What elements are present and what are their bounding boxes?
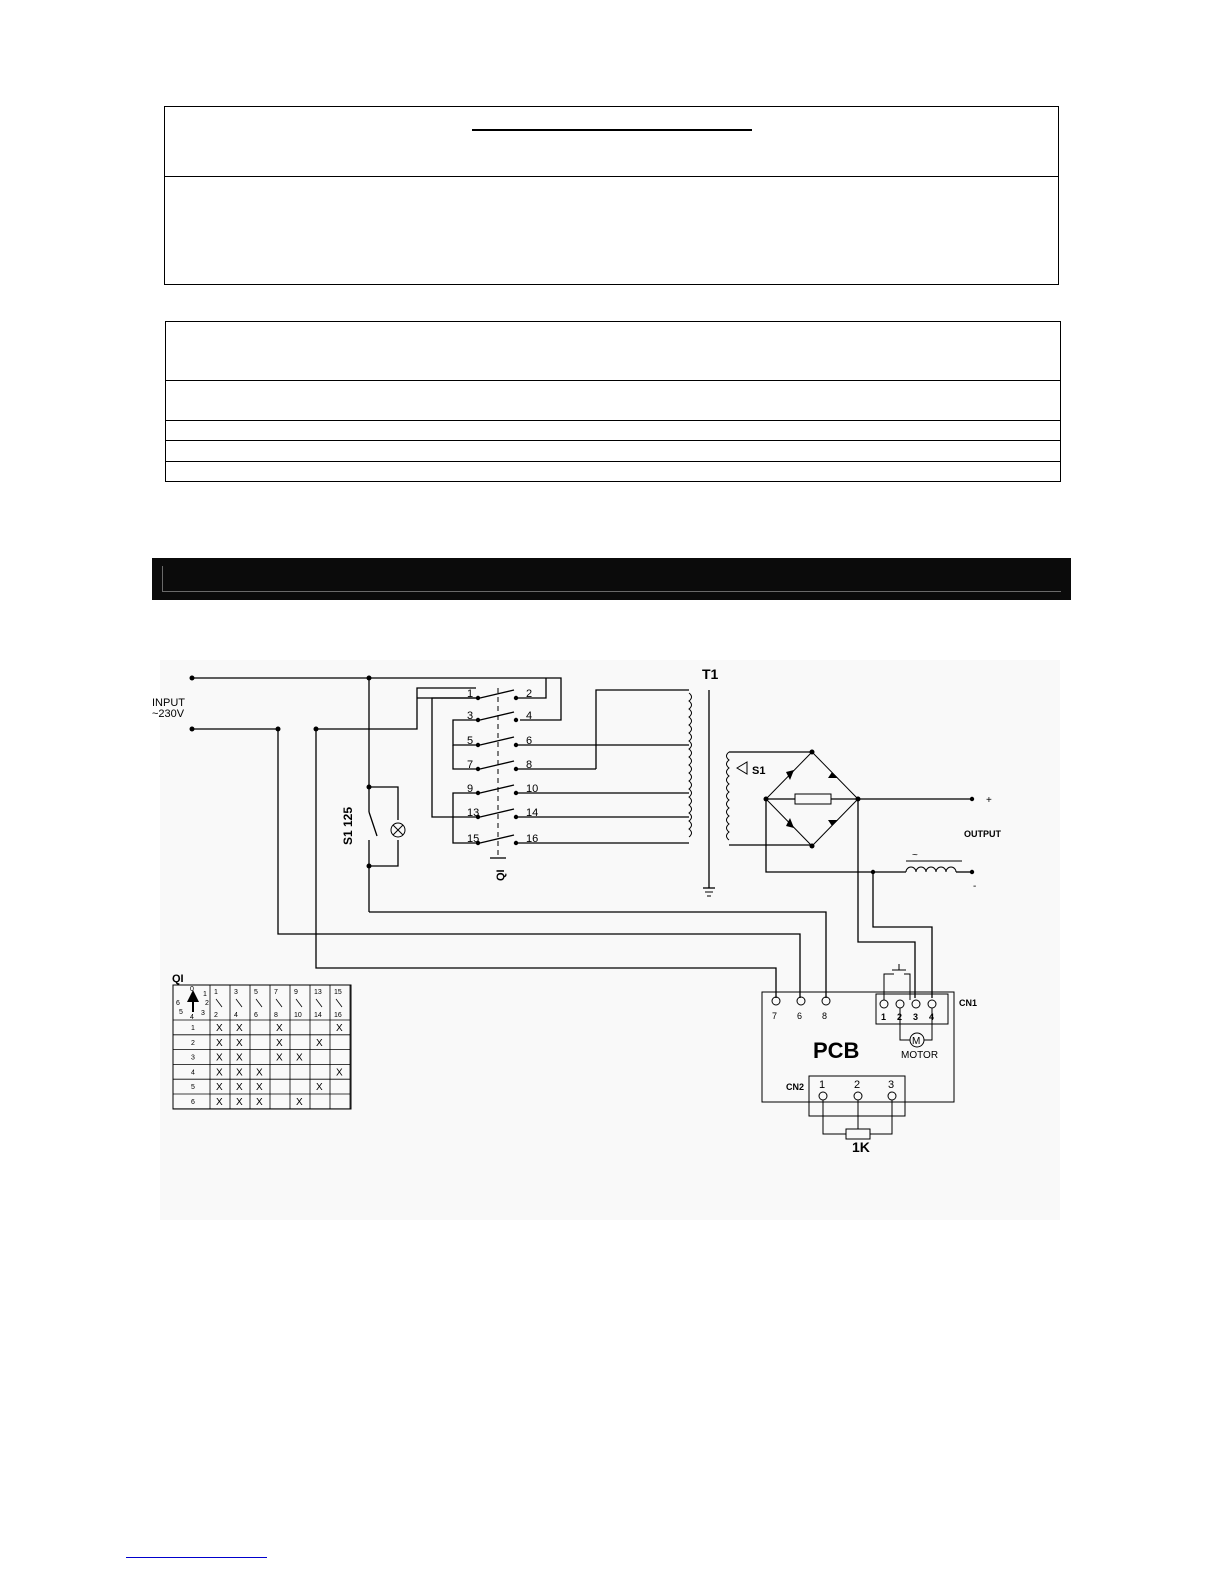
qi-header-top: 5 bbox=[254, 989, 258, 996]
qi-mark: X bbox=[236, 1082, 243, 1094]
qi-mark: X bbox=[256, 1067, 263, 1079]
qi-mark: X bbox=[216, 1023, 223, 1034]
qi-mark: X bbox=[216, 1067, 223, 1079]
qi-mark: X bbox=[316, 1082, 323, 1094]
qi-header-bottom: 4 bbox=[234, 1012, 238, 1019]
svg-text:1: 1 bbox=[819, 1079, 826, 1091]
qi-row-position: 5 bbox=[191, 1084, 195, 1092]
qi-mark: X bbox=[256, 1097, 263, 1108]
svg-text:1: 1 bbox=[881, 1012, 887, 1022]
svg-text:15: 15 bbox=[467, 833, 480, 845]
qi-row-position: 6 bbox=[191, 1099, 195, 1106]
schematic-background bbox=[160, 660, 1060, 1220]
qi-mark: X bbox=[236, 1097, 243, 1108]
output-label: OUTPUT bbox=[964, 829, 1001, 839]
svg-text:10: 10 bbox=[526, 783, 539, 795]
qi-mark: X bbox=[276, 1052, 283, 1064]
svg-text:8: 8 bbox=[822, 1011, 828, 1021]
svg-text:4: 4 bbox=[190, 1014, 194, 1021]
svg-text:1: 1 bbox=[467, 688, 474, 700]
qi-header-bottom: 2 bbox=[214, 1012, 218, 1019]
qi-mark: X bbox=[316, 1037, 323, 1049]
svg-text:14: 14 bbox=[526, 807, 539, 819]
svg-text:6: 6 bbox=[526, 735, 533, 747]
qi-header-bottom: 16 bbox=[334, 1012, 342, 1019]
output-plus-label: + bbox=[986, 795, 992, 806]
svg-text:2: 2 bbox=[526, 688, 533, 700]
input-voltage-label: ~230V bbox=[152, 708, 185, 720]
qi-mark: X bbox=[256, 1082, 263, 1094]
footer-link-underline[interactable] bbox=[126, 1557, 267, 1558]
svg-text:1: 1 bbox=[203, 991, 207, 998]
cn2-label: CN2 bbox=[786, 1082, 805, 1092]
svg-text:4: 4 bbox=[526, 710, 533, 722]
qi-mark: X bbox=[276, 1037, 283, 1049]
qi-mark: X bbox=[336, 1067, 343, 1079]
qi-mark: X bbox=[236, 1037, 243, 1049]
qi-row-position: 4 bbox=[191, 1069, 195, 1077]
svg-text:7: 7 bbox=[467, 759, 474, 771]
svg-text:3: 3 bbox=[913, 1012, 919, 1022]
s1-thermal-label: S1 bbox=[752, 765, 766, 777]
qi-header-top: 15 bbox=[334, 989, 342, 996]
svg-text:5: 5 bbox=[179, 1009, 183, 1016]
pcb-label: PCB bbox=[813, 1038, 860, 1063]
qi-header-bottom: 14 bbox=[314, 1012, 322, 1019]
qi-mark: X bbox=[336, 1023, 343, 1034]
svg-text:9: 9 bbox=[467, 783, 474, 795]
qi-mark: X bbox=[216, 1082, 223, 1094]
svg-text:16: 16 bbox=[526, 833, 539, 845]
svg-text:7: 7 bbox=[772, 1011, 778, 1021]
qi-row-position: 2 bbox=[191, 1039, 195, 1047]
qi-mark: X bbox=[296, 1052, 303, 1064]
qi-mark: X bbox=[236, 1052, 243, 1064]
qi-header-top: 1 bbox=[214, 989, 218, 996]
qi-row-position: 3 bbox=[191, 1054, 195, 1062]
qi-switch-label: QI bbox=[495, 869, 507, 881]
qi-header-bottom: 10 bbox=[294, 1012, 302, 1019]
qi-mark: X bbox=[276, 1023, 283, 1034]
input-label: INPUT bbox=[152, 697, 185, 709]
qi-table-title: QI bbox=[172, 973, 184, 985]
qi-row-position: 1 bbox=[191, 1025, 195, 1032]
svg-text:3: 3 bbox=[888, 1079, 895, 1091]
qi-mark: X bbox=[296, 1097, 303, 1108]
pot-label: 1K bbox=[852, 1139, 870, 1155]
motor-label: MOTOR bbox=[901, 1050, 939, 1061]
svg-text:6: 6 bbox=[176, 1000, 180, 1007]
qi-header-bottom: 6 bbox=[254, 1012, 258, 1019]
svg-text:0: 0 bbox=[190, 986, 194, 993]
qi-header-top: 9 bbox=[294, 989, 298, 996]
svg-text:8: 8 bbox=[526, 759, 533, 771]
qi-mark: X bbox=[236, 1067, 243, 1079]
qi-mark: X bbox=[236, 1023, 243, 1034]
svg-text:2: 2 bbox=[205, 1000, 209, 1007]
svg-text:6: 6 bbox=[797, 1011, 803, 1021]
svg-text:4: 4 bbox=[929, 1012, 935, 1022]
qi-mark: X bbox=[216, 1097, 223, 1108]
motor-symbol: M bbox=[912, 1036, 921, 1047]
inductor-symbol: ~ bbox=[912, 850, 918, 861]
output-minus-label: - bbox=[973, 881, 977, 892]
qi-header-top: 3 bbox=[234, 989, 238, 996]
qi-mark: X bbox=[216, 1052, 223, 1064]
svg-text:2: 2 bbox=[897, 1012, 903, 1022]
qi-mark: X bbox=[216, 1037, 223, 1049]
qi-header-top: 13 bbox=[314, 989, 322, 996]
svg-text:3: 3 bbox=[201, 1010, 205, 1017]
svg-text:5: 5 bbox=[467, 735, 474, 747]
s1-125-label: S1 125 bbox=[341, 806, 355, 845]
svg-text:2: 2 bbox=[854, 1079, 861, 1091]
qi-header-top: 7 bbox=[274, 989, 278, 996]
svg-text:3: 3 bbox=[467, 710, 474, 722]
svg-text:13: 13 bbox=[467, 807, 480, 819]
qi-header-bottom: 8 bbox=[274, 1012, 278, 1019]
cn1-label: CN1 bbox=[959, 998, 978, 1008]
transformer-label: T1 bbox=[702, 666, 719, 682]
